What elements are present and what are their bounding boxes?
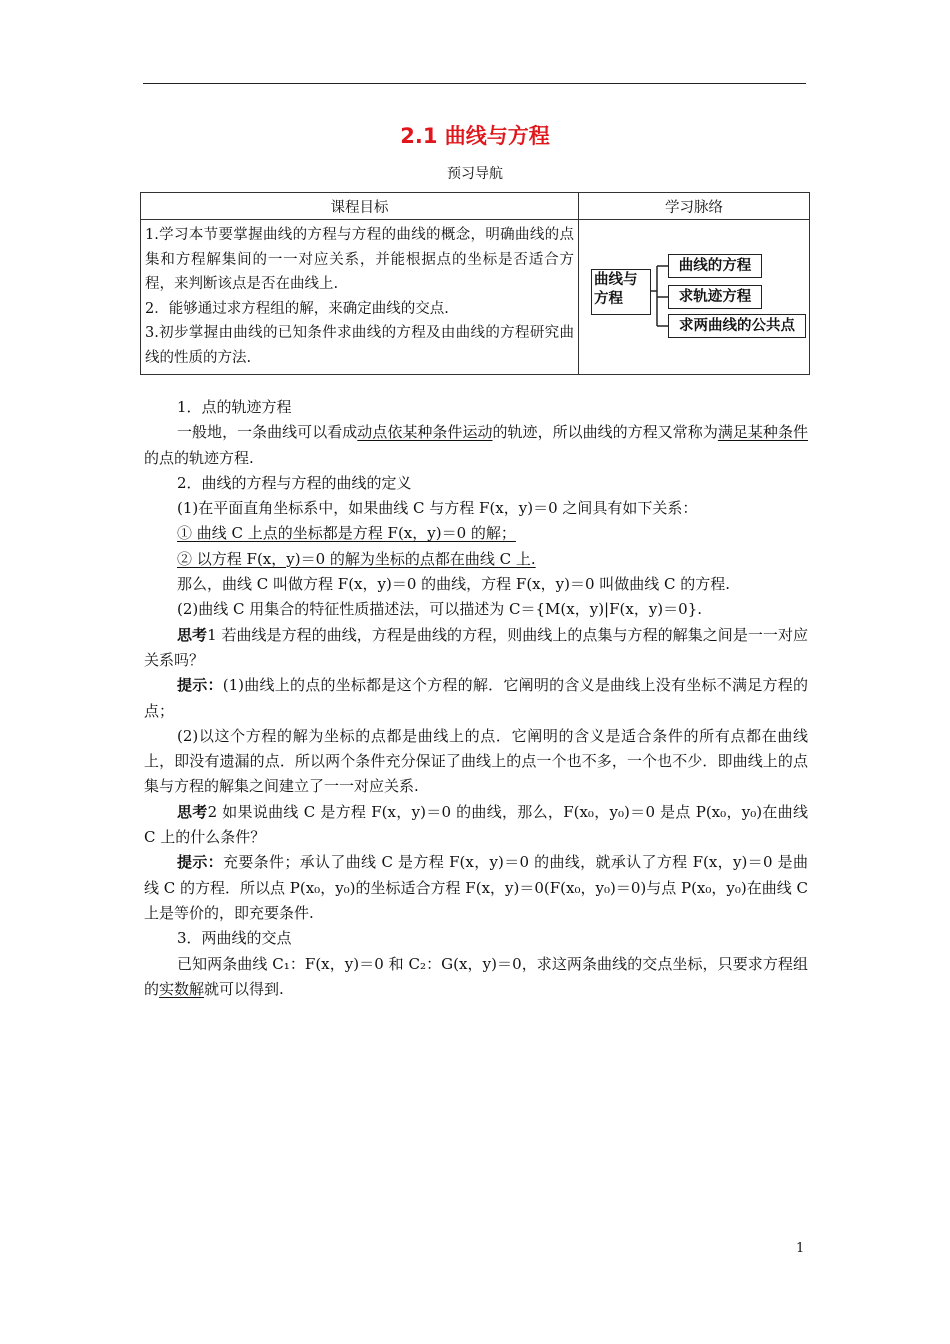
text-run: 的点的轨迹方程. <box>144 448 254 467</box>
hint-text: (1)曲线上的点的坐标都是这个方程的解．它阐明的含义是曲线上没有坐标不满足方程的点； <box>144 676 808 720</box>
underlined-blank: 动点依某种条件运动 <box>357 423 493 442</box>
condition-2 <box>144 547 808 572</box>
concept-branch-locus: 求轨迹方程 <box>668 285 762 309</box>
think-label: 思考 <box>177 802 208 821</box>
think-text: 1 若曲线是方程的曲线，方程是曲线的方程，则曲线上的点集与方程的解集之间是一一对应关系吗？ <box>144 625 808 669</box>
concept-branch-intersection: 求两曲线的公共点 <box>668 314 806 338</box>
page-number: 1 <box>796 1241 805 1256</box>
header-rule <box>143 83 806 84</box>
concept-branch-equation: 曲线的方程 <box>668 254 762 278</box>
section-title: 2.1 曲线与方程 <box>400 124 550 148</box>
paragraph-intersection <box>144 952 808 1003</box>
goals-cell <box>141 220 579 375</box>
section-subtitle: 预习导航 <box>447 166 503 182</box>
hint-label: 提示： <box>177 676 223 695</box>
goal-item: 3.初步掌握由曲线的已知条件求曲线的方程及由曲线的方程研究曲线的性质的方法. <box>145 325 574 366</box>
underlined-blank: 满足某种条件 <box>717 423 808 442</box>
hint-text: 充要条件；承认了曲线 C 是方程 F(x，y)＝0 的曲线，就承认了方程 F(x，y)＝0 是曲线 C 的方程．所以点 P(x₀，y₀)的坐标适合方程 F(x，y)＝0(F(x₀，y₀)＝0)与点 P(x₀，y₀)在曲线 C 上是等价的，即充要条件. <box>144 853 808 922</box>
main-content <box>144 395 808 1002</box>
text-run: 的轨迹，所以曲线的方程又常称为 <box>492 423 718 442</box>
heading-locus-equation: 1．点的轨迹方程 <box>177 398 292 416</box>
heading-intersection: 3．两曲线的交点 <box>177 929 292 948</box>
think-1 <box>144 623 808 674</box>
condition-1 <box>144 521 808 546</box>
think-label: 思考 <box>177 625 208 644</box>
hint-2 <box>144 850 808 926</box>
text-run: 一般地，一条曲线可以看成 <box>177 423 358 442</box>
goal-item: 1.学习本节要掌握曲线的方程与方程的曲线的概念，明确曲线的点集和方程解集间的一一对应关系，并能根据点的坐标是否适合方程，来判断该点是否在曲线上. <box>145 227 574 292</box>
heading-definition: 2．曲线的方程与方程的曲线的定义 <box>177 473 412 492</box>
text-run: 已知两条曲线 C₁：F(x，y)＝0 和 C₂：G(x，y)＝0，求这两条曲线的交点坐标，只要求方程组的 <box>144 954 808 998</box>
hint-label: 提示： <box>177 853 224 872</box>
col-header-map: 学习脉络 <box>579 193 810 220</box>
goal-item: 2．能够通过求方程组的解，来确定曲线的交点. <box>145 300 449 317</box>
concept-map-cell <box>579 220 810 375</box>
text-run: 就可以得到. <box>204 979 284 998</box>
paragraph-locus <box>144 420 808 471</box>
think-2 <box>144 800 808 851</box>
think-text: 2 如果说曲线 C 是方程 F(x，y)＝0 的曲线，那么，F(x₀，y₀)＝0 是点 P(x₀，y₀)在曲线 C 上的什么条件？ <box>144 802 808 847</box>
concept-root: 曲线与方程 <box>591 269 651 315</box>
paragraph-definition-1: (1)在平面直角坐标系中，如果曲线 C 与方程 F(x，y)＝0 之间具有如下关系： <box>177 499 698 518</box>
hint-1 <box>144 673 808 724</box>
concept-map <box>579 220 809 370</box>
col-header-goals: 课程目标 <box>141 193 579 220</box>
preview-table <box>140 192 810 375</box>
underlined-blank: 实数解 <box>159 979 205 998</box>
paragraph-definition-2: 那么，曲线 C 叫做方程 F(x，y)＝0 的曲线，方程 F(x，y)＝0 叫做曲线 C 的方程. <box>177 575 731 594</box>
underlined-condition: ② 以方程 F(x，y)＝0 的解为坐标的点都在曲线 C 上. <box>177 549 536 568</box>
paragraph-definition-3: (2)曲线 C 用集合的特征性质描述法，可以描述为 C＝{M(x，y)|F(x，y)＝0}. <box>177 600 703 619</box>
underlined-condition: ① 曲线 C 上点的坐标都是方程 F(x，y)＝0 的解； <box>177 524 516 543</box>
hint-1-continued: (2)以这个方程的解为坐标的点都是曲线上的点．它阐明的含义是适合条件的所有点都在曲线上，即没有遗漏的点．所以两个条件充分保证了曲线上的点一个也不多，一个也不少．即曲线上的点集与方程的解集之间建立了一一对应关系. <box>144 726 808 796</box>
